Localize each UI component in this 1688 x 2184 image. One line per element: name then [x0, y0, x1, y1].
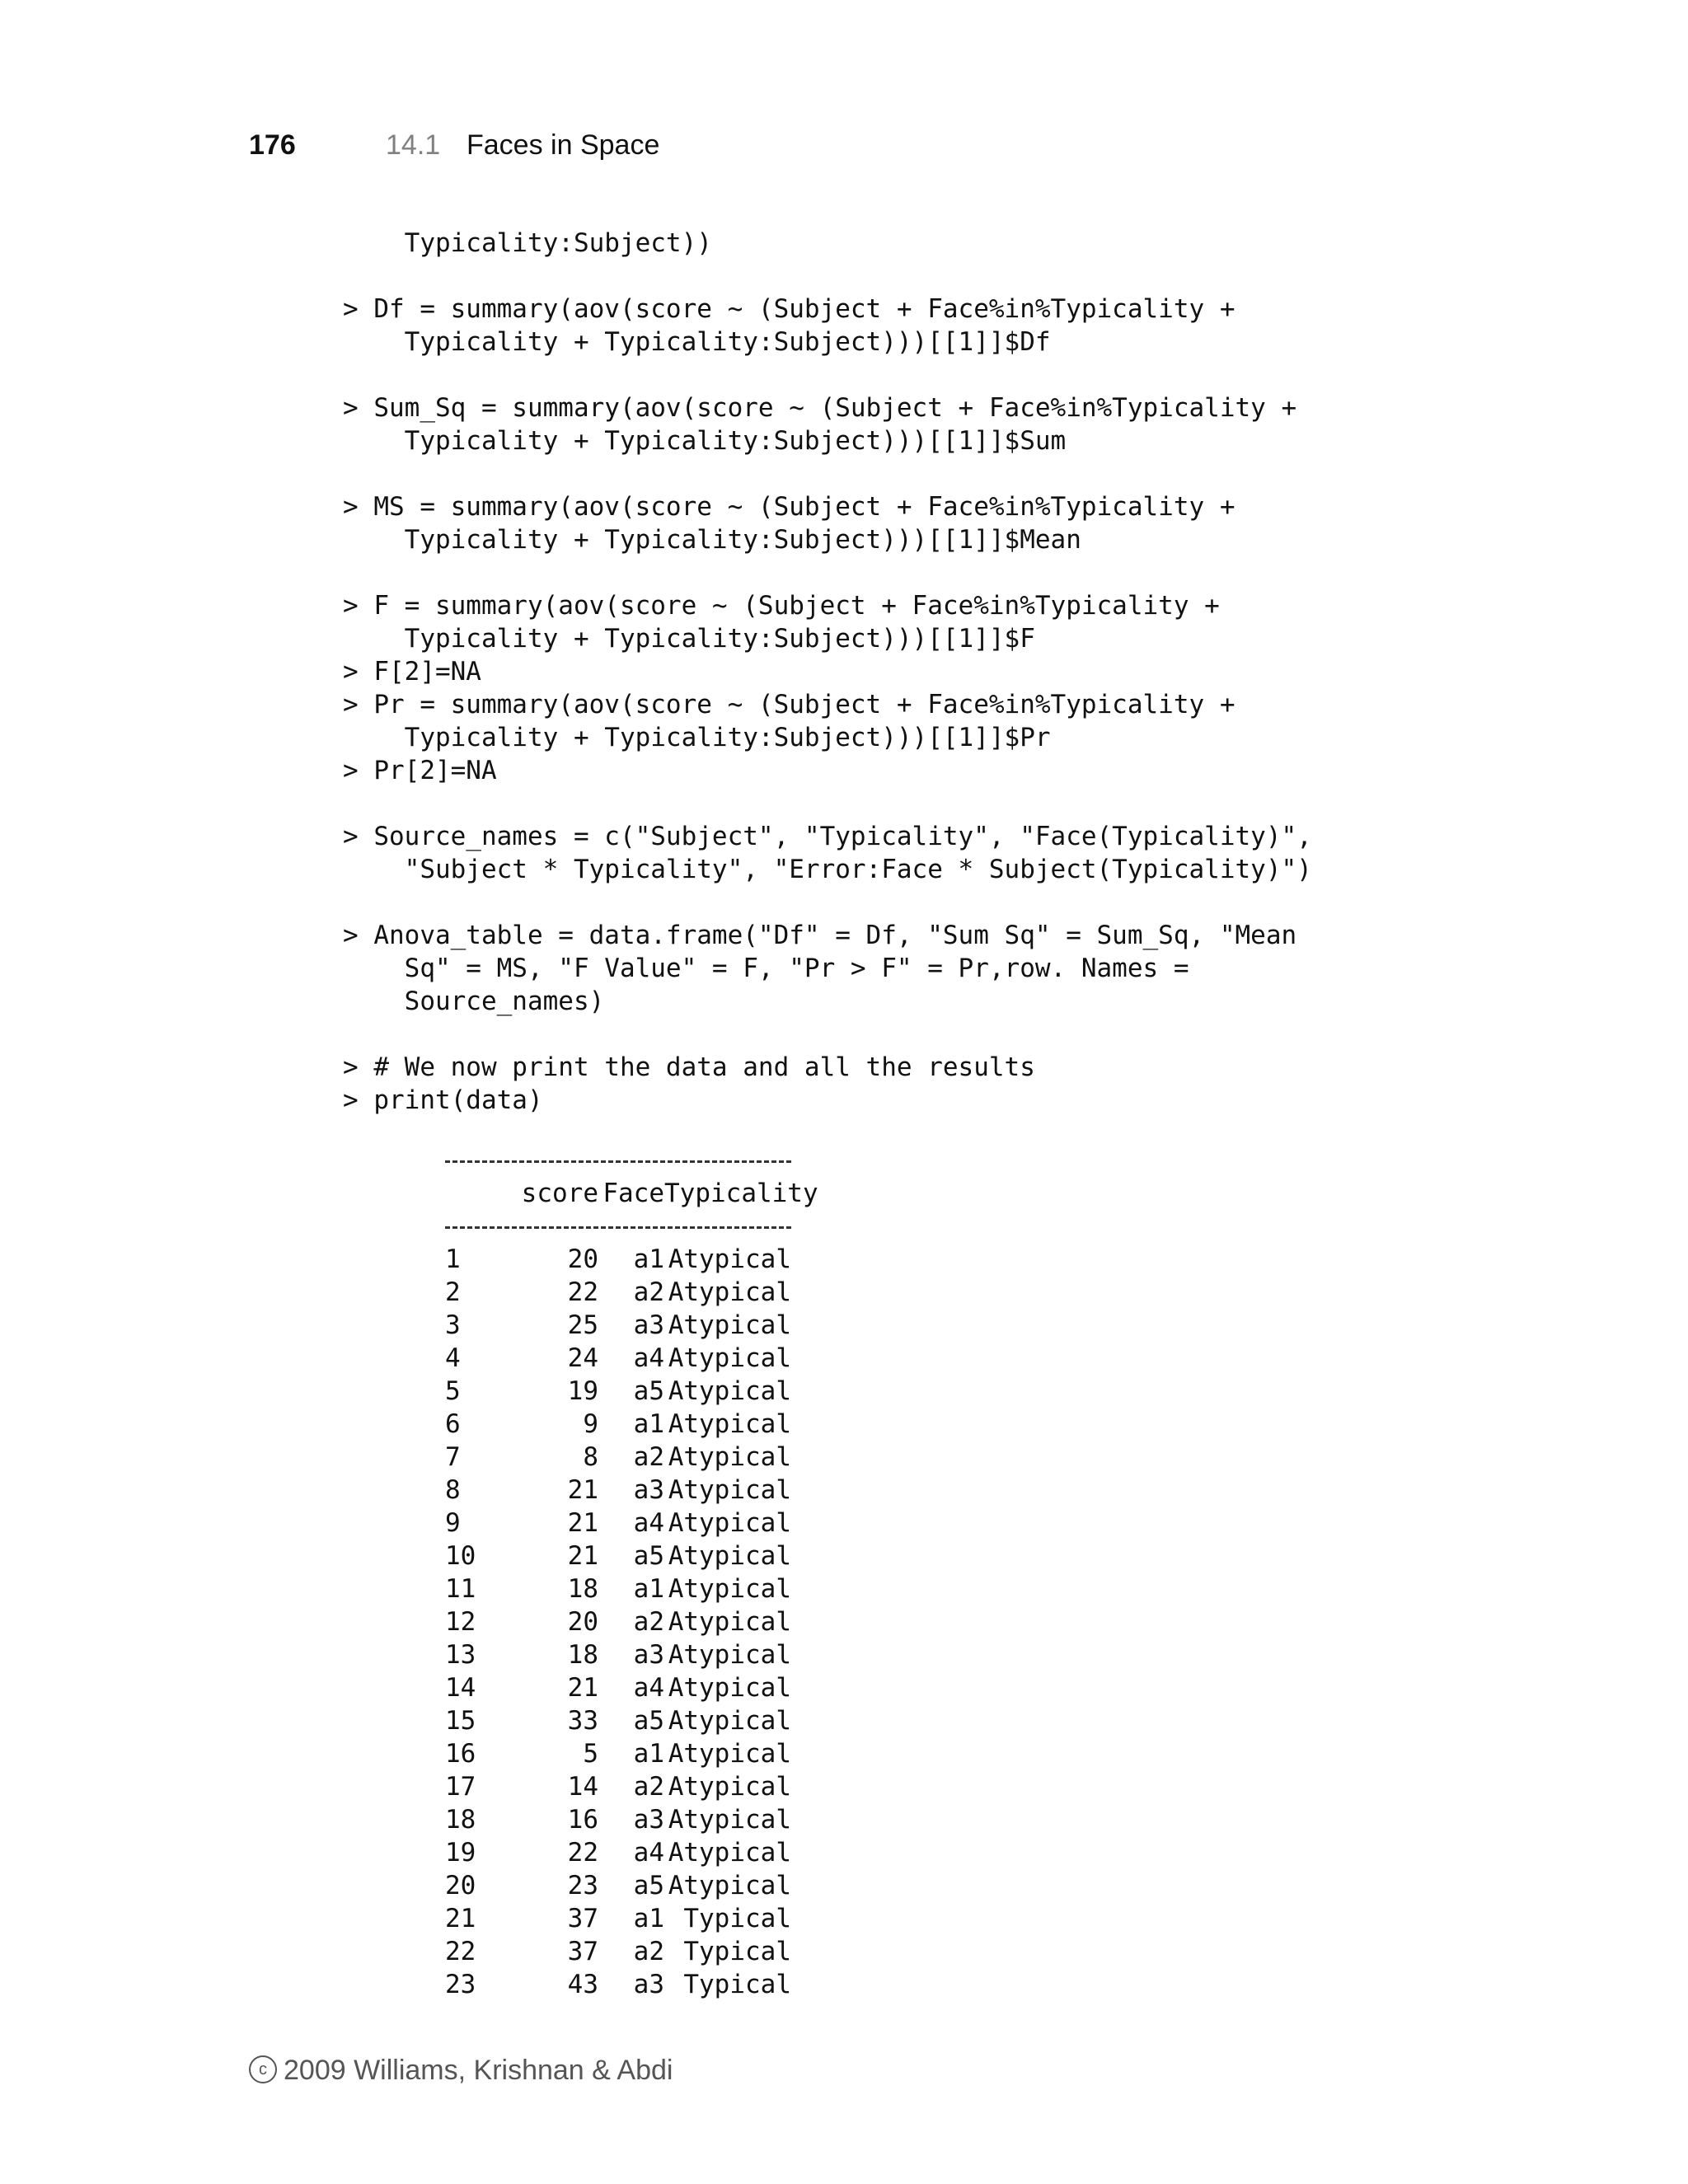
code-line: > Pr = summary(aov(score ~ (Subject + Face%in%Typicality +	[343, 690, 1236, 719]
score-cell: 24	[567, 1343, 598, 1373]
table-row	[445, 1605, 791, 1638]
score-cell: 5	[583, 1739, 598, 1769]
score-cell: 16	[567, 1805, 598, 1835]
typicality-cell: Atypical	[668, 1739, 791, 1769]
page-number: 176	[249, 129, 296, 161]
row-index: 17	[445, 1772, 476, 1802]
typicality-cell: Atypical	[668, 1442, 791, 1472]
score-cell: 22	[567, 1277, 598, 1307]
typicality-cell: Atypical	[668, 1475, 791, 1505]
typicality-cell: Atypical	[668, 1508, 791, 1538]
row-index: 1	[445, 1244, 461, 1274]
copyright-text: 2009 Williams, Krishnan & Abdi	[284, 2055, 673, 2086]
code-line: "Subject * Typicality", "Error:Face * Subject(Typicality)")	[343, 855, 1312, 884]
table-row	[445, 1572, 791, 1605]
score-cell: 21	[567, 1673, 598, 1703]
section-title: Faces in Space	[467, 129, 660, 161]
table-row	[445, 1968, 791, 2001]
header-face: Face	[603, 1179, 664, 1208]
face-cell: a1	[633, 1739, 664, 1769]
table-row	[445, 1770, 791, 1803]
copyright-icon: c	[249, 2055, 277, 2083]
section-number: 14.1	[386, 129, 441, 161]
face-cell: a1	[633, 1409, 664, 1439]
face-cell: a1	[633, 1244, 664, 1274]
table-body	[445, 1243, 791, 2001]
table-row	[445, 1276, 791, 1309]
row-index: 16	[445, 1739, 476, 1769]
code-line: > # We now print the data and all the results	[343, 1052, 1035, 1082]
face-cell: a2	[633, 1772, 664, 1802]
row-index: 13	[445, 1640, 476, 1670]
row-index: 5	[445, 1376, 461, 1406]
typicality-cell: Atypical	[668, 1640, 791, 1670]
code-line: > MS = summary(aov(score ~ (Subject + Face%in%Typicality +	[343, 492, 1236, 522]
table-row	[445, 1803, 791, 1836]
table-row	[445, 1869, 791, 1902]
score-cell: 21	[567, 1508, 598, 1538]
code-line	[343, 260, 1414, 293]
face-cell: a3	[633, 1970, 664, 1999]
face-cell: a3	[633, 1805, 664, 1835]
face-cell: a5	[633, 1376, 664, 1406]
data-printout-table	[445, 1144, 818, 2001]
header-typicality: Typicality	[664, 1179, 818, 1208]
table-row	[445, 1408, 791, 1441]
typicality-cell: Atypical	[668, 1772, 791, 1802]
score-cell: 9	[583, 1409, 598, 1439]
score-cell: 37	[567, 1937, 598, 1966]
code-line: Sq" = MS, "F Value" = F, "Pr > F" = Pr,row. Names =	[343, 954, 1189, 983]
face-cell: a4	[633, 1343, 664, 1373]
table-row	[445, 1935, 791, 1968]
score-cell: 20	[567, 1607, 598, 1637]
face-cell: a1	[633, 1574, 664, 1604]
row-index: 23	[445, 1970, 476, 1999]
row-index: 21	[445, 1904, 476, 1933]
row-index: 7	[445, 1442, 461, 1472]
face-cell: a2	[633, 1442, 664, 1472]
header-score: score	[521, 1179, 598, 1208]
score-cell: 14	[567, 1772, 598, 1802]
copyright-footer	[249, 2050, 673, 2090]
code-line	[343, 457, 1414, 490]
table-row	[445, 1704, 791, 1737]
face-cell: a3	[633, 1475, 664, 1505]
row-index: 20	[445, 1871, 476, 1900]
code-line: Typicality + Typicality:Subject)))[[1]]$Mean	[343, 525, 1081, 555]
face-cell: a1	[633, 1904, 664, 1933]
table-row	[445, 1309, 791, 1342]
score-cell: 8	[583, 1442, 598, 1472]
code-line: Typicality + Typicality:Subject)))[[1]]$F	[343, 624, 1035, 654]
table-row	[445, 1540, 791, 1572]
face-cell: a3	[633, 1310, 664, 1340]
face-cell: a5	[633, 1706, 664, 1736]
typicality-cell: Atypical	[668, 1310, 791, 1340]
code-line: Source_names)	[343, 987, 605, 1016]
score-cell: 19	[567, 1376, 598, 1406]
table-row	[445, 1671, 791, 1704]
table-top-rule	[445, 1144, 791, 1177]
face-cell: a2	[633, 1607, 664, 1637]
row-index: 14	[445, 1673, 476, 1703]
score-cell: 18	[567, 1574, 598, 1604]
code-line: > Pr[2]=NA	[343, 756, 497, 785]
table-row	[445, 1474, 791, 1507]
code-line	[343, 556, 1414, 589]
code-line: > F[2]=NA	[343, 657, 481, 687]
face-cell: a5	[633, 1871, 664, 1900]
typicality-cell: Atypical	[668, 1277, 791, 1307]
code-line: > print(data)	[343, 1085, 543, 1115]
typicality-cell: Atypical	[668, 1541, 791, 1571]
typicality-cell: Atypical	[668, 1376, 791, 1406]
typicality-cell: Atypical	[668, 1805, 791, 1835]
row-index: 6	[445, 1409, 461, 1439]
row-index: 8	[445, 1475, 461, 1505]
face-cell: a3	[633, 1640, 664, 1670]
score-cell: 37	[567, 1904, 598, 1933]
table-row	[445, 1902, 791, 1935]
table-row	[445, 1375, 791, 1408]
row-index: 12	[445, 1607, 476, 1637]
table-row	[445, 1836, 791, 1869]
face-cell: a4	[633, 1508, 664, 1538]
row-index: 11	[445, 1574, 476, 1604]
row-index: 15	[445, 1706, 476, 1736]
row-index: 4	[445, 1343, 461, 1373]
row-index: 9	[445, 1508, 461, 1538]
score-cell: 21	[567, 1475, 598, 1505]
r-code-listing	[343, 227, 1414, 1117]
row-index: 2	[445, 1277, 461, 1307]
code-line	[343, 787, 1414, 820]
code-line: Typicality + Typicality:Subject)))[[1]]$Df	[343, 327, 1051, 357]
code-line	[343, 886, 1414, 919]
row-index: 3	[445, 1310, 461, 1340]
typicality-cell: Atypical	[668, 1343, 791, 1373]
face-cell: a5	[633, 1541, 664, 1571]
row-index: 10	[445, 1541, 476, 1571]
score-cell: 23	[567, 1871, 598, 1900]
table-row	[445, 1441, 791, 1474]
typicality-cell: Atypical	[668, 1838, 791, 1868]
score-cell: 18	[567, 1640, 598, 1670]
typicality-cell: Atypical	[668, 1574, 791, 1604]
typicality-cell: Atypical	[668, 1673, 791, 1703]
typicality-cell: Typical	[683, 1937, 791, 1966]
score-cell: 25	[567, 1310, 598, 1340]
face-cell: a4	[633, 1673, 664, 1703]
table-row	[445, 1243, 791, 1276]
code-line: Typicality + Typicality:Subject)))[[1]]$Sum	[343, 426, 1067, 456]
table-row	[445, 1737, 791, 1770]
face-cell: a2	[633, 1937, 664, 1966]
score-cell: 22	[567, 1838, 598, 1868]
typicality-cell: Atypical	[668, 1607, 791, 1637]
code-line: Typicality + Typicality:Subject)))[[1]]$Pr	[343, 723, 1051, 752]
code-line: > Df = summary(aov(score ~ (Subject + Face%in%Typicality +	[343, 294, 1236, 324]
typicality-cell: Atypical	[668, 1871, 791, 1900]
face-cell: a2	[633, 1277, 664, 1307]
score-cell: 21	[567, 1541, 598, 1571]
typicality-cell: Atypical	[668, 1706, 791, 1736]
code-line	[343, 359, 1414, 391]
score-cell: 20	[567, 1244, 598, 1274]
code-line: Typicality:Subject))	[343, 228, 712, 258]
score-cell: 43	[567, 1970, 598, 1999]
header-index	[445, 1177, 511, 1210]
typicality-cell: Atypical	[668, 1244, 791, 1274]
row-index: 18	[445, 1805, 476, 1835]
code-line: > Sum_Sq = summary(aov(score ~ (Subject + Face%in%Typicality +	[343, 393, 1297, 423]
table-row	[445, 1342, 791, 1375]
table-row	[445, 1638, 791, 1671]
table-row	[445, 1507, 791, 1540]
face-cell: a4	[633, 1838, 664, 1868]
typicality-cell: Typical	[683, 1970, 791, 1999]
typicality-cell: Atypical	[668, 1409, 791, 1439]
table-header-rule	[445, 1210, 791, 1243]
code-line: > F = summary(aov(score ~ (Subject + Face%in%Typicality +	[343, 591, 1220, 621]
row-index: 22	[445, 1937, 476, 1966]
code-line	[343, 1018, 1414, 1051]
table-header-row	[445, 1177, 818, 1210]
typicality-cell: Typical	[683, 1904, 791, 1933]
code-line: > Source_names = c("Subject", "Typicality", "Face(Typicality)",	[343, 822, 1312, 851]
code-line: > Anova_table = data.frame("Df" = Df, "Sum Sq" = Sum_Sq, "Mean	[343, 921, 1297, 950]
score-cell: 33	[567, 1706, 598, 1736]
row-index: 19	[445, 1838, 476, 1868]
